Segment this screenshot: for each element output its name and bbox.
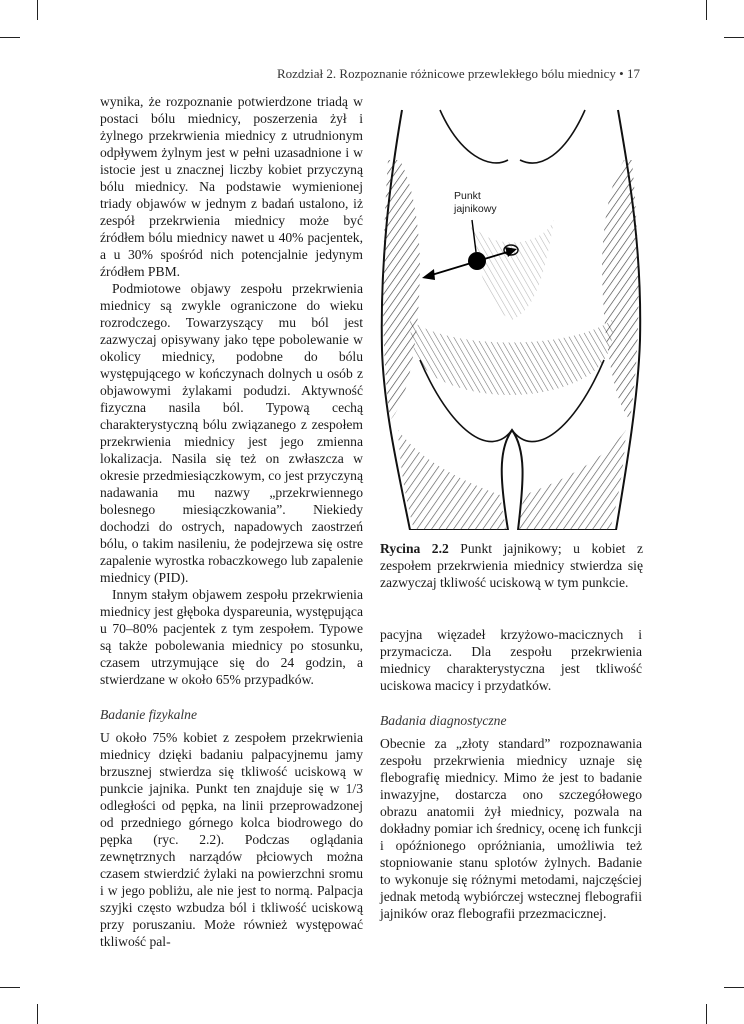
right-column [380,626,642,922]
running-head: Rozdział 2. Rozpoznanie różnicowe przewlekłego bólu miednicy • 17 [276,66,640,81]
crop-mark [706,1004,707,1024]
abdomen-drawing [380,100,643,530]
right-shading [602,160,639,420]
left-column [100,93,363,950]
crop-mark [724,37,744,38]
figure-label-line-1: Punkt [454,190,481,202]
thigh-shading [398,430,506,530]
lower-abdomen-shading [410,320,613,395]
caption-label: Rycina 2.2 [380,541,449,556]
figure-illustration [380,100,643,530]
right-paragraph-1: pacyjna więzadeł krzyżowo-macicznych i przymacicza. Dla zespołu przekrwienia miednicy charakterystyczna jest tkliwość uciskowa macicy i przydatków. [380,627,642,693]
section-title-physical-exam: Badanie fizykalne [100,707,198,722]
crop-mark [706,0,707,20]
section-title-diagnostics: Badania diagnostyczne [380,713,507,728]
left-paragraph-4: U około 75% kobiet z zespołem przekrwienia miednicy dzięki badaniu palpacyjnemu jamy brzusznej stwierdza się tkliwość uciskową w punkcie jajnika. Punkt ten znajduje się w 1/3 odległości od pępka, na linii przeprowadzonej od przedniego górnego kolca biodrowego do pępka (ryc. 2.2). Podczas oglądania zewnętrznych narządów płciowych można czasem stwierdzić żylaki na powierzchni sromu i w jego pobliżu, ale nie jest to normą. Palpacja szyjki często wzbudza ból i tkliwość uciskową przy poruszaniu. Może również występować tkliwość pal- [100,730,363,949]
thigh-shading [518,430,626,530]
right-paragraph-2: Obecnie za „złoty standard” rozpoznawania zespołu przekrwienia miednicy uznaje się flebografię miednicy. Mimo że jest to badanie inwazyjne, dostarcza ono szczegółowego obrazu anatomii żył miednicy, pozwala na dokładny pomiar ich średnicy, ocenę ich funkcji i opóźnionego opróżniania, umożliwia też stopniowanie stanu splotów żylnych. Badanie to wykonuje się różnymi metodami, najczęściej jednak metodą wybiórczej wstecznej flebografii jajników oraz flebografii przezmacicznej. [380,736,642,921]
breast-line [440,110,508,163]
crop-mark [0,37,20,38]
crop-mark [724,987,744,988]
breast-line [520,110,585,163]
left-paragraph-3: Innym stałym objawem zespołu przekrwienia miednicy jest głęboka dyspareunia, występująca u 70–80% pacjentek z tym zespołem. Typowe są także pobolewania miednicy po stosunku, czasem utrzymujące się do 24 godzin, a stwierdzane w około 65% przypadków. [100,587,363,687]
left-shading [383,160,420,420]
left-paragraph-2: Podmiotowe objawy zespołu przekrwienia miednicy są zwykle ograniczone do wieku rozrodczego. Towarzyszący mu ból jest zazwyczaj opisywany jako tępe pobolewanie w okolicy miednicy, podobne do bólu występującego w kończynach dolnych u osób z objawowymi żylakami podudzi. Aktywność fizyczna nasila ból. Typową cechą charakterystyczną bólu związanego z zespołem przekrwienia miednicy jest jego zmienna lokalizacja. Nasila się też on zwłaszcza w okresie przedmiesiączkowym, co jest przyczyną nadawania mu nazwy „przekrwiennego bolesnego miesiączkowania”. Niekiedy dochodzi do ostrych, napadowych zaostrzeń bólu, o takim nasileniu, że podejrzewa się ostre zapalenie wyrostka robaczkowego lub zapalenie miednicy (PID). [100,281,363,585]
left-paragraph-1: wynika, że rozpoznanie potwierdzone triadą w postaci bólu miednicy, poszerzenia żył i żylnego przekrwienia miednicy z utrudnionym odpływem żylnym jest w pełni uzasadnione i w istocie jest u znacznej liczby kobiet przyczyną bólu miednicy. Na podstawie wymienionej triady objawów w jednym z badań ustalono, iż zespół przekrwienia miednicy może być źródłem bólu miednicy nawet u 40% pacjentek, a u 30% spośród nich potencjalnie jedynym źródłem PBM. [100,94,363,279]
crop-mark [37,1004,38,1024]
crop-mark [37,0,38,20]
figure-caption [380,540,643,591]
figure-label [454,190,497,216]
mid-abdomen-shading [470,220,554,320]
caption-text: Punkt jajnikowy; u kobiet z zespołem przekrwienia miednicy stwierdza się zazwyczaj tkliwość uciskową w tym punkcie. [380,541,643,590]
arrowhead-left [422,269,435,280]
crop-mark [0,987,20,988]
figure-label-line-2: jajnikowy [454,203,497,215]
